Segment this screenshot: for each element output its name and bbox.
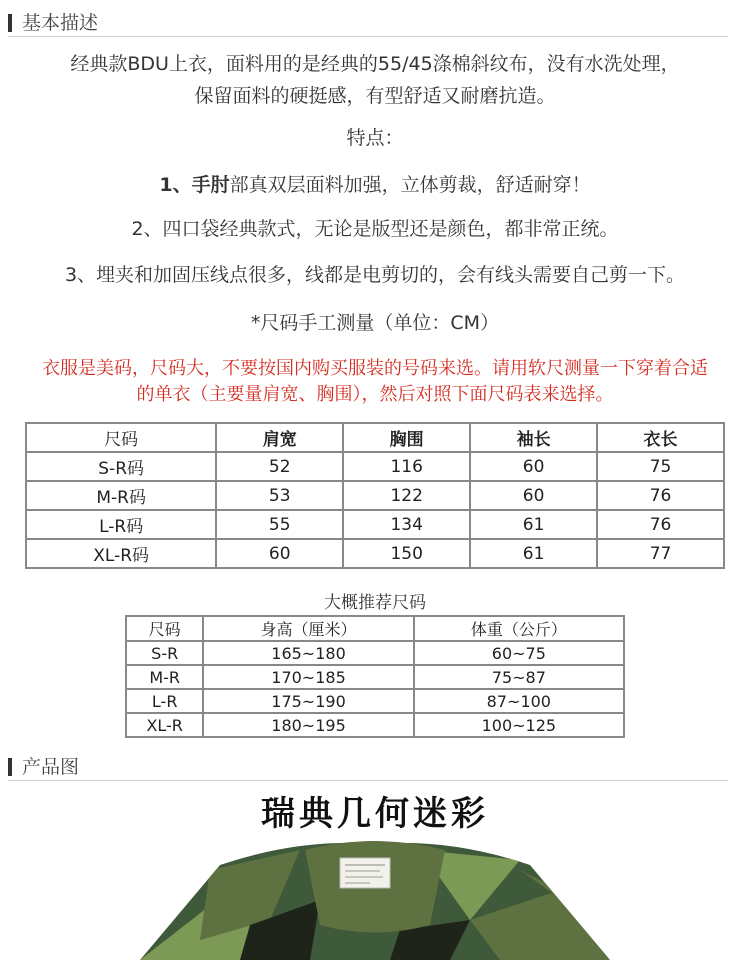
cell-length: 77 — [597, 539, 724, 568]
table-row — [26, 452, 724, 481]
cell-shoulder: 52 — [216, 452, 343, 481]
table-row — [126, 713, 624, 737]
header-shoulder: 肩宽 — [216, 423, 343, 452]
description-line-2: 保留面料的硬挺感，有型舒适又耐磨抗造。 — [194, 85, 556, 107]
description-line-1: 经典款BDU上衣，面料用的是经典的55/45涤棉斜纹布，没有水洗处理， — [70, 53, 680, 75]
header-sleeve: 袖长 — [470, 423, 597, 452]
cell-chest: 116 — [343, 452, 470, 481]
cell-size: XL-R — [126, 713, 203, 737]
cell-size: M-R码 — [26, 481, 216, 510]
recommend-table — [125, 615, 625, 738]
cell-chest: 134 — [343, 510, 470, 539]
cell-sleeve: 60 — [470, 481, 597, 510]
cell-chest: 122 — [343, 481, 470, 510]
size-table — [25, 422, 725, 569]
cell-height: 165~180 — [203, 641, 413, 665]
header-height: 身高（厘米） — [203, 616, 413, 641]
section-header-product-images — [8, 754, 728, 781]
header-chest: 胸围 — [343, 423, 470, 452]
size-warning-line-2: 的单衣（主要量肩宽、胸围），然后对照下面尺码表来选择。 — [136, 384, 614, 405]
section-header-description — [8, 10, 728, 37]
cell-sleeve: 61 — [470, 510, 597, 539]
cell-sleeve: 61 — [470, 539, 597, 568]
size-warning — [0, 356, 750, 408]
cell-size: M-R — [126, 665, 203, 689]
table-row — [126, 665, 624, 689]
feature-3: 3、埋夹和加固压线点很多，线都是电剪切的，会有线头需要自己剪一下。 — [64, 264, 686, 286]
cell-size: S-R — [126, 641, 203, 665]
cell-weight: 75~87 — [414, 665, 624, 689]
cell-size: XL-R码 — [26, 539, 216, 568]
cell-size: L-R — [126, 689, 203, 713]
table-row — [126, 641, 624, 665]
feature-1-text: 部真双层面料加强，立体剪裁，舒适耐穿！ — [229, 174, 591, 196]
recommend-table-header — [126, 616, 624, 641]
cell-weight: 87~100 — [414, 689, 624, 713]
cell-size: S-R码 — [26, 452, 216, 481]
table-row — [126, 689, 624, 713]
cell-sleeve: 60 — [470, 452, 597, 481]
recommend-caption: 大概推荐尺码 — [324, 593, 426, 613]
product-photo — [0, 830, 750, 960]
header-length: 衣长 — [597, 423, 724, 452]
cell-length: 75 — [597, 452, 724, 481]
cell-weight: 60~75 — [414, 641, 624, 665]
cell-shoulder: 53 — [216, 481, 343, 510]
cell-height: 180~195 — [203, 713, 413, 737]
table-row — [26, 510, 724, 539]
cell-height: 175~190 — [203, 689, 413, 713]
header-size: 尺码 — [126, 616, 203, 641]
header-weight: 体重（公斤） — [414, 616, 624, 641]
measure-note: *尺码手工测量（单位：CM） — [250, 312, 500, 334]
header-size: 尺码 — [26, 423, 216, 452]
cell-shoulder: 60 — [216, 539, 343, 568]
table-row — [26, 481, 724, 510]
camo-jacket-image — [0, 830, 750, 960]
cell-size: L-R码 — [26, 510, 216, 539]
table-row — [26, 539, 724, 568]
feature-2: 2、四口袋经典款式，无论是版型还是颜色，都非常正统。 — [131, 218, 619, 240]
section-marker — [8, 758, 12, 776]
cell-length: 76 — [597, 510, 724, 539]
section-marker — [8, 14, 12, 32]
feature-1-bold: 1、手肘 — [159, 174, 230, 196]
size-warning-line-1: 衣服是美码，尺码大，不要按国内购买服装的号码来选。请用软尺测量一下穿着合适 — [42, 358, 708, 379]
cell-shoulder: 55 — [216, 510, 343, 539]
features-label: 特点： — [346, 127, 404, 149]
section-title: 产品图 — [22, 756, 80, 778]
cell-length: 76 — [597, 481, 724, 510]
size-table-header — [26, 423, 724, 452]
feature-1 — [0, 169, 750, 201]
cell-chest: 150 — [343, 539, 470, 568]
cell-height: 170~185 — [203, 665, 413, 689]
section-title: 基本描述 — [22, 12, 99, 34]
product-title: 瑞典几何迷彩 — [261, 794, 489, 834]
cell-weight: 100~125 — [414, 713, 624, 737]
